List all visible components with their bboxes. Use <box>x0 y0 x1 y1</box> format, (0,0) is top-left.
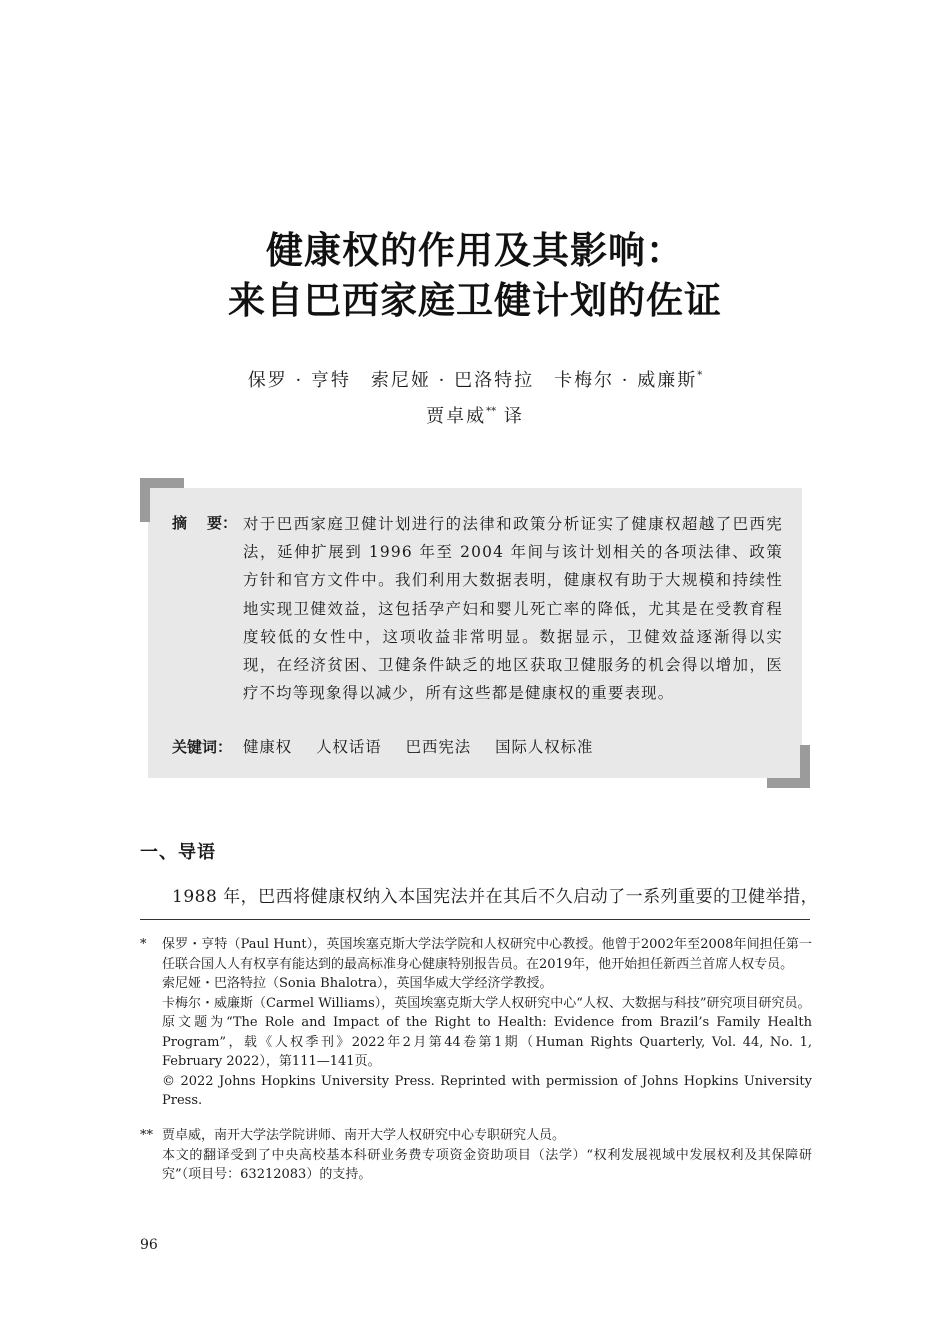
keywords-list <box>243 735 611 757</box>
footnote-paragraph: 贾卓威，南开大学法学院讲师、南开大学人权研究中心专职研究人员。 <box>162 1128 566 1143</box>
abstract-label <box>172 512 242 533</box>
translator-footnote-mark[interactable]: ** <box>486 406 497 417</box>
abstract-text: 对于巴西家庭卫健计划进行的法律和政策分析证实了健康权超越了巴西宪法，延伸扩展到 1996 年至 2004 年间与该计划相关的各项法律、政策方针和官方文件中。我们利用大数据表明，健康权有助于大规模和持续性地实现卫健效益，这包括孕产妇和婴儿死亡率的降低，尤其是在受教育程度较低的女性中，这项收益非常明显。数据显示，卫健效益逐渐得以实现，在经济贫困、卫健条件缺乏的地区获取卫健服务的机会得以增加，医疗不均等现象得以减少，所有这些都是健康权的重要表现。 <box>243 515 783 703</box>
keyword: 国际人权标准 <box>495 738 594 756</box>
corner-ornament-top-left-h <box>140 478 184 488</box>
abstract-label-part-2: 要： <box>207 514 238 532</box>
body-paragraph: 1988 年，巴西将健康权纳入本国宪法并在其后不久启动了一系列重要的卫健举措， <box>172 887 819 907</box>
author-names: 保罗 · 亨特 索尼娅 · 巴洛特拉 卡梅尔 · 威廉斯 <box>247 370 698 391</box>
footnote-translator <box>140 1126 812 1185</box>
footnote-paragraph: 本文的翻译受到了中央高校基本科研业务费专项资金资助项目（法学）“权利发展视域中发展权利及其保障研究”（项目号：63212083）的支持。 <box>162 1147 812 1182</box>
keyword: 健康权 <box>243 738 293 756</box>
article-title-line-1: 健康权的作用及其影响： <box>266 229 684 272</box>
footnote-author <box>140 935 812 1111</box>
footnote-paragraph: 保罗・亨特（Paul Hunt），英国埃塞克斯大学法学院和人权研究中心教授。他曾于2002年至2008年间担任第一任联合国人人有权享有能达到的最高标准身心健康特别报告员。在2019年，他开始担任新西兰首席人权专员。 <box>162 937 812 972</box>
page-number: 96 <box>140 1237 158 1253</box>
footnote-paragraph: 索尼娅・巴洛特拉（Sonia Bhalotra），英国华威大学经济学教授。 <box>162 976 553 991</box>
article-title-line-2: 来自巴西家庭卫健计划的佐证 <box>228 279 722 322</box>
translator-line <box>0 402 950 428</box>
author-footnote-mark[interactable]: * <box>697 370 703 381</box>
keyword: 人权话语 <box>316 738 382 756</box>
section-heading: 一、导语 <box>140 842 216 863</box>
keyword: 巴西宪法 <box>405 738 472 756</box>
corner-ornament-bottom-right-h <box>767 778 810 788</box>
footnote-paragraph: 卡梅尔・威廉斯（Carmel Williams），英国埃塞克斯大学人权研究中心“人权、大数据与科技”研究项目研究员。 <box>162 995 811 1011</box>
footnote-divider <box>140 919 810 920</box>
translator-name: 贾卓威 <box>426 406 487 427</box>
translator-suffix: 译 <box>496 406 524 427</box>
footnote-paragraph: 原文题为“The Role and Impact of the Right to Health: Evidence from Brazil’s Family Health Program”，载《人权季刊》2022年2月第44卷第1期（Human Rights Quarterly, Vol. 44, No. 1, February 2022），第111—141页。 <box>162 1015 812 1069</box>
keywords-label: 关键词： <box>172 738 233 756</box>
footnote-mark: * <box>140 937 147 952</box>
footnote-mark: ** <box>140 1128 153 1143</box>
author-line <box>0 366 950 392</box>
abstract-label-part-1: 摘 <box>172 514 188 532</box>
footnote-paragraph: © 2022 Johns Hopkins University Press. Reprinted with permission of Johns Hopkins University Press. <box>162 1073 812 1108</box>
